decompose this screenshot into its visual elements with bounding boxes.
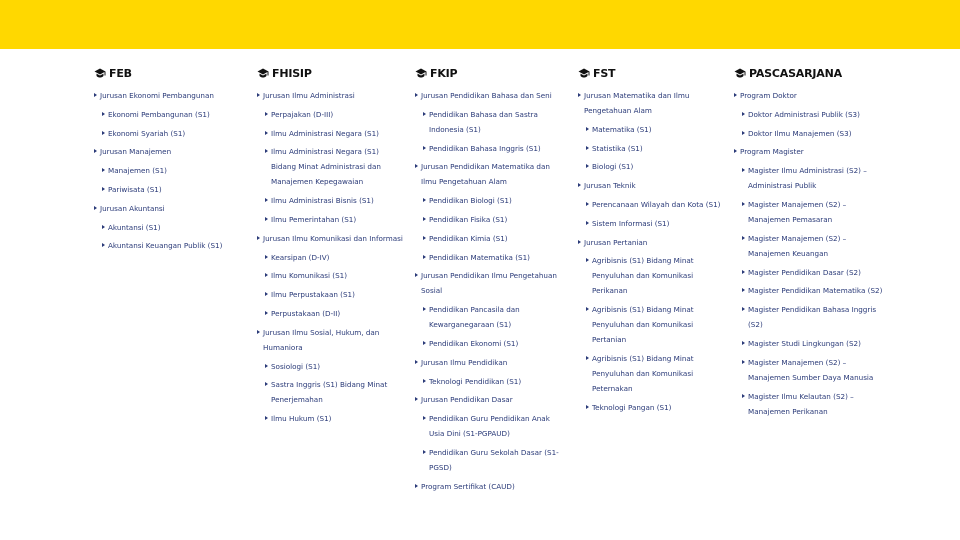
list-item[interactable] <box>586 141 726 156</box>
list-item-link[interactable]: Jurusan Akuntansi <box>100 203 165 213</box>
list-item-link[interactable]: Akuntansi (S1) <box>108 222 161 232</box>
list-item-link[interactable]: Jurusan Ekonomi Pembangunan <box>100 91 214 100</box>
program-list <box>734 88 884 419</box>
column-title: FST <box>593 66 616 80</box>
list-item[interactable] <box>742 126 884 141</box>
column-pascasarjana <box>734 66 884 422</box>
list-item[interactable] <box>423 336 565 351</box>
list-item[interactable] <box>265 126 405 141</box>
list-item-link[interactable]: Pendidikan Bahasa Inggris (S1) <box>429 143 541 153</box>
list-item[interactable] <box>265 193 405 208</box>
list-item[interactable] <box>94 88 244 103</box>
list-item[interactable] <box>102 220 244 235</box>
list-item-link[interactable]: Matematika (S1) <box>592 124 652 134</box>
list-item-link[interactable]: Ilmu Administrasi Bisnis (S1) <box>271 196 374 206</box>
list-item[interactable] <box>742 265 884 280</box>
list-item-link[interactable]: Jurusan Pertanian <box>584 237 648 247</box>
list-item-link[interactable]: Magister Manajemen (S2) – Manajemen Keuangan <box>748 233 847 258</box>
list-item-link[interactable]: Sistem Informasi (S1) <box>592 218 670 228</box>
list-item[interactable] <box>257 325 405 355</box>
list-item[interactable] <box>742 231 884 261</box>
column-fst <box>578 66 726 419</box>
list-item-link[interactable]: Magister Ilmu Administrasi (S2) – Administrasi Publik <box>748 166 867 191</box>
list-item-link[interactable]: Doktor Ilmu Manajemen (S3) <box>748 128 852 138</box>
list-item[interactable] <box>578 88 726 118</box>
list-item[interactable] <box>586 400 726 415</box>
column-fhisip <box>257 66 405 430</box>
column-header <box>415 66 565 80</box>
list-item-link[interactable]: Kearsipan (D-IV) <box>271 252 330 262</box>
list-item-link[interactable]: Jurusan Matematika dan Ilmu Pengetahuan Alam <box>584 91 690 115</box>
list-item-link[interactable]: Akuntansi Keuangan Publik (S1) <box>108 241 223 251</box>
list-item-link[interactable]: Jurusan Ilmu Administrasi <box>263 91 355 100</box>
list-item-link[interactable]: Magister Pendidikan Bahasa Inggris (S2) <box>748 305 877 330</box>
list-item[interactable] <box>265 250 405 265</box>
list-item[interactable] <box>415 159 565 189</box>
graduation-cap-icon <box>578 67 590 79</box>
column-title: FKIP <box>430 66 458 80</box>
list-item-link[interactable]: Ilmu Perpustakaan (S1) <box>271 290 355 300</box>
list-item-link[interactable]: Pendidikan Guru Sekolah Dasar (S1-PGSD) <box>429 447 559 472</box>
list-item-link[interactable]: Doktor Administrasi Publik (S3) <box>748 109 860 119</box>
list-item-link[interactable]: Statistika (S1) <box>592 143 643 153</box>
list-item-link[interactable]: Biologi (S1) <box>592 162 634 172</box>
graduation-cap-icon <box>94 67 106 79</box>
list-item[interactable] <box>586 159 726 174</box>
list-item-link[interactable]: Jurusan Pendidikan Ilmu Pengetahuan Sosial <box>421 271 557 296</box>
list-item[interactable] <box>734 144 884 159</box>
list-item[interactable] <box>102 126 244 141</box>
list-item-link[interactable]: Magister Studi Lingkungan (S2) <box>748 338 861 348</box>
list-item-link[interactable]: Pendidikan Pancasila dan Kewarganegaraan (S1) <box>429 305 520 330</box>
list-item-link[interactable]: Program Sertifikat (CAUD) <box>421 481 515 491</box>
list-item-link[interactable]: Perpajakan (D-III) <box>271 109 334 119</box>
list-item[interactable] <box>742 197 884 227</box>
list-item[interactable] <box>742 389 884 419</box>
list-item[interactable] <box>578 235 726 250</box>
program-list <box>415 88 565 494</box>
list-item-link[interactable]: Magister Manajemen (S2) – Manajemen Pemasaran <box>748 199 847 224</box>
list-item[interactable] <box>102 238 244 253</box>
column-header <box>578 66 726 80</box>
list-item[interactable] <box>742 355 884 385</box>
list-item-link[interactable]: Pendidikan Guru Pendidikan Anak Usia Dini (S1-PGPAUD) <box>429 414 550 439</box>
list-item[interactable] <box>415 392 565 407</box>
list-item[interactable] <box>102 182 244 197</box>
list-item-link[interactable]: Pendidikan Kimia (S1) <box>429 233 508 243</box>
list-item-link[interactable]: Teknologi Pangan (S1) <box>592 402 672 412</box>
list-item[interactable] <box>94 201 244 216</box>
list-item-link[interactable]: Ilmu Komunikasi (S1) <box>271 271 348 281</box>
list-item-link[interactable]: Pendidikan Matematika (S1) <box>429 252 530 262</box>
list-item-link[interactable]: Jurusan Teknik <box>584 181 636 191</box>
list-item[interactable] <box>578 178 726 193</box>
list-item-link[interactable]: Jurusan Ilmu Pendidikan <box>421 357 508 367</box>
list-item[interactable] <box>742 163 884 193</box>
list-item-link[interactable]: Ilmu Administrasi Negara (S1) Bidang Minat Administrasi dan Manajemen Kepegawaian <box>271 147 381 187</box>
column-fkip <box>415 66 565 498</box>
list-item-link[interactable]: Perencanaan Wilayah dan Kota (S1) <box>592 199 721 209</box>
list-item-link[interactable]: Ilmu Administrasi Negara (S1) <box>271 128 379 138</box>
list-item[interactable] <box>423 212 565 227</box>
list-item[interactable] <box>265 287 405 302</box>
program-list <box>257 88 405 426</box>
list-item[interactable] <box>415 479 565 494</box>
column-header <box>734 66 884 80</box>
list-item-link[interactable]: Pariwisata (S1) <box>108 184 162 194</box>
list-item[interactable] <box>423 411 565 441</box>
list-item[interactable] <box>586 216 726 231</box>
list-item-link[interactable]: Ekonomi Syariah (S1) <box>108 128 186 138</box>
column-title: FEB <box>109 66 132 80</box>
list-item[interactable] <box>265 411 405 426</box>
list-item-link[interactable]: Pendidikan Fisika (S1) <box>429 214 508 224</box>
list-item-link[interactable]: Ekonomi Pembangunan (S1) <box>108 109 210 119</box>
list-item-link[interactable]: Pendidikan Biologi (S1) <box>429 196 512 206</box>
list-item-link[interactable]: Jurusan Manajemen <box>100 147 172 157</box>
list-item-link[interactable]: Teknologi Pendidikan (S1) <box>429 376 522 386</box>
top-banner <box>0 0 960 49</box>
graduation-cap-icon <box>257 67 269 79</box>
program-list <box>94 88 244 253</box>
list-item-link[interactable]: Pendidikan Bahasa dan Sastra Indonesia (S1) <box>429 109 538 134</box>
list-item-link[interactable]: Magister Pendidikan Matematika (S2) <box>748 286 883 296</box>
column-title: PASCASARJANA <box>749 66 842 80</box>
list-item[interactable] <box>257 88 405 103</box>
list-item[interactable] <box>586 122 726 137</box>
list-item[interactable] <box>265 268 405 283</box>
list-item[interactable] <box>415 355 565 370</box>
graduation-cap-icon <box>734 67 746 79</box>
program-list <box>578 88 726 415</box>
list-item-link[interactable]: Jurusan Ilmu Komunikasi dan Informasi <box>263 233 403 243</box>
list-item-link[interactable]: Magister Manajemen (S2) – Manajemen Sumber Daya Manusia <box>748 357 874 382</box>
list-item[interactable] <box>265 212 405 227</box>
list-item-link[interactable]: Magister Ilmu Kelautan (S2) – Manajemen Perikanan <box>748 391 854 416</box>
list-item[interactable] <box>423 193 565 208</box>
list-item[interactable] <box>423 107 565 137</box>
list-item[interactable] <box>265 359 405 374</box>
list-item[interactable] <box>265 144 405 189</box>
list-item[interactable] <box>423 374 565 389</box>
list-item[interactable] <box>586 302 726 347</box>
column-header <box>257 66 405 80</box>
list-item[interactable] <box>94 144 244 159</box>
list-item-link[interactable]: Pendidikan Ekonomi (S1) <box>429 338 519 348</box>
list-item[interactable] <box>423 231 565 246</box>
list-item-link[interactable]: Manajemen (S1) <box>108 166 167 176</box>
list-item[interactable] <box>423 302 565 332</box>
list-item-link[interactable]: Program Doktor <box>740 91 797 100</box>
list-item[interactable] <box>586 197 726 212</box>
list-item[interactable] <box>586 351 726 396</box>
list-item-link[interactable]: Ilmu Pemerintahan (S1) <box>271 214 357 224</box>
list-item-link[interactable]: Jurusan Pendidikan Bahasa dan Seni <box>421 91 552 100</box>
list-item-link[interactable]: Jurusan Ilmu Sosial, Hukum, dan Humaniora <box>263 327 380 352</box>
list-item-link[interactable]: Agribisnis (S1) Bidang Minat Penyuluhan dan Komunikasi Perikanan <box>592 256 694 296</box>
column-title: FHISIP <box>272 66 312 80</box>
list-item[interactable] <box>423 250 565 265</box>
list-item-link[interactable]: Agribisnis (S1) Bidang Minat Penyuluhan dan Komunikasi Pertanian <box>592 305 694 345</box>
list-item[interactable] <box>586 253 726 298</box>
list-item[interactable] <box>742 302 884 332</box>
list-item[interactable] <box>742 336 884 351</box>
list-item-link[interactable]: Sastra Inggris (S1) Bidang Minat Penerjemahan <box>271 380 388 405</box>
graduation-cap-icon <box>415 67 427 79</box>
list-item-link[interactable]: Sosiologi (S1) <box>271 361 321 371</box>
list-item[interactable] <box>265 107 405 122</box>
list-item-link[interactable]: Program Magister <box>740 147 804 157</box>
list-item-link[interactable]: Agribisnis (S1) Bidang Minat Penyuluhan dan Komunikasi Peternakan <box>592 353 694 393</box>
list-item-link[interactable]: Ilmu Hukum (S1) <box>271 414 332 424</box>
list-item[interactable] <box>102 107 244 122</box>
list-item[interactable] <box>734 88 884 103</box>
list-item-link[interactable]: Jurusan Pendidikan Dasar <box>421 395 513 405</box>
list-item[interactable] <box>423 445 565 475</box>
column-feb <box>94 66 244 257</box>
list-item[interactable] <box>423 141 565 156</box>
list-item-link[interactable]: Magister Pendidikan Dasar (S2) <box>748 267 861 277</box>
column-header <box>94 66 244 80</box>
list-item[interactable] <box>742 283 884 298</box>
list-item[interactable] <box>742 107 884 122</box>
list-item[interactable] <box>415 88 565 103</box>
list-item[interactable] <box>265 377 405 407</box>
list-item-link[interactable]: Jurusan Pendidikan Matematika dan Ilmu Pengetahuan Alam <box>421 162 550 187</box>
list-item[interactable] <box>257 231 405 246</box>
list-item-link[interactable]: Perpustakaan (D-II) <box>271 308 341 318</box>
list-item[interactable] <box>265 306 405 321</box>
list-item[interactable] <box>415 268 565 298</box>
list-item[interactable] <box>102 163 244 178</box>
